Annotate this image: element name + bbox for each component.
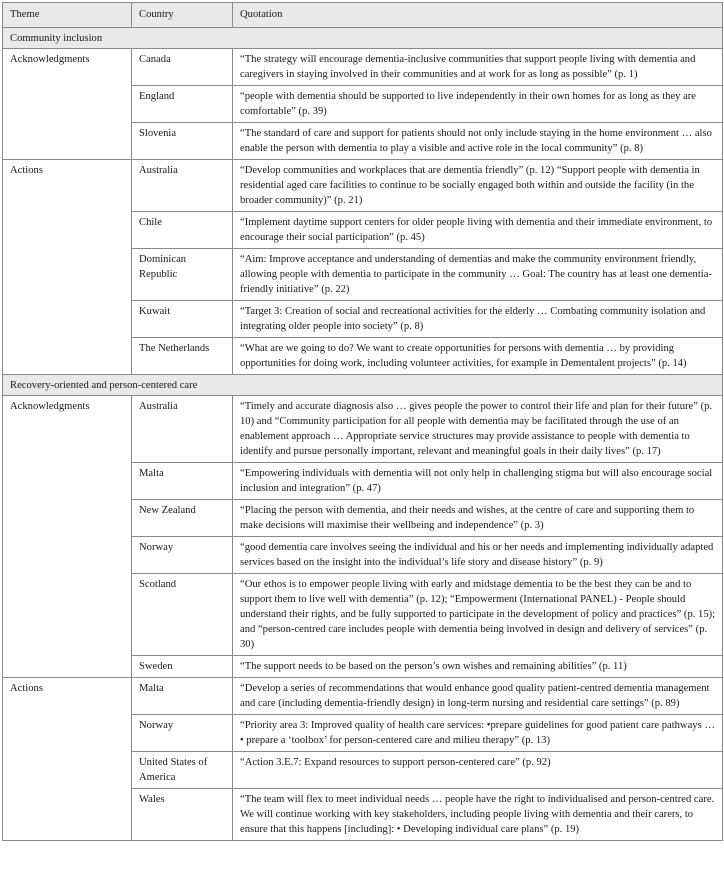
table-row	[3, 678, 723, 715]
quotation-cell: “Develop communities and workplaces that are dementia friendly” (p. 12) “Support people with dementia in residential aged care facilities to continue to be socially engaged both within and outside the facility (in the broader community)” (p. 21)	[233, 160, 723, 212]
quotation-cell: “Empowering individuals with dementia will not only help in challenging stigma but will also encourage social inclusion and integration” (p. 47)	[233, 463, 723, 500]
theme-cell-empty	[3, 212, 132, 249]
country-cell: Norway	[132, 715, 233, 752]
section-row	[3, 28, 723, 49]
theme-cell-empty	[3, 574, 132, 656]
table-row	[3, 500, 723, 537]
table-row	[3, 715, 723, 752]
quotation-cell: “Action 3.E.7: Expand resources to support person-centered care” (p. 92)	[233, 752, 723, 789]
theme-cell-empty	[3, 537, 132, 574]
country-cell: Wales	[132, 789, 233, 841]
theme-cell-empty	[3, 463, 132, 500]
header-quotation: Quotation	[233, 3, 723, 28]
country-cell: New Zealand	[132, 500, 233, 537]
quotation-table	[2, 2, 723, 841]
section-title: Recovery-oriented and person-centered care	[3, 375, 723, 396]
country-cell: Kuwait	[132, 301, 233, 338]
quotation-cell: “good dementia care involves seeing the individual and his or her needs and implementing individually adapted services based on the insight into the individual’s life story and disease history” (p. 9)	[233, 537, 723, 574]
theme-cell-empty	[3, 338, 132, 375]
country-cell: United States of America	[132, 752, 233, 789]
theme-cell: Acknowledgments	[3, 396, 132, 463]
theme-cell-empty	[3, 301, 132, 338]
table-row	[3, 537, 723, 574]
theme-cell-empty	[3, 715, 132, 752]
table-row	[3, 123, 723, 160]
theme-cell-empty	[3, 500, 132, 537]
country-cell: Chile	[132, 212, 233, 249]
quotation-cell: “Priority area 3: Improved quality of health care services: •prepare guidelines for good patient care pathways … • prepare a ‘toolbox’ for person-centered care and milieu therapy” (p. 13)	[233, 715, 723, 752]
table-body	[3, 28, 723, 841]
quotation-cell: “Placing the person with dementia, and their needs and wishes, at the centre of care and supporting them to make decisions will maximise their wellbeing and independence” (p. 3)	[233, 500, 723, 537]
header-theme: Theme	[3, 3, 132, 28]
table-row	[3, 301, 723, 338]
theme-cell-empty	[3, 249, 132, 301]
quotation-cell: “The support needs to be based on the person’s own wishes and remaining abilities” (p. 11)	[233, 656, 723, 678]
table-row	[3, 574, 723, 656]
table-row	[3, 752, 723, 789]
theme-cell-empty	[3, 123, 132, 160]
country-cell: Malta	[132, 678, 233, 715]
quotation-cell: “The standard of care and support for patients should not only include staying in the home environment … also enable the person with dementia to play a visible and active role in the local community” (p. 8)	[233, 123, 723, 160]
country-cell: Australia	[132, 396, 233, 463]
country-cell: Sweden	[132, 656, 233, 678]
theme-cell-empty	[3, 86, 132, 123]
theme-cell-empty	[3, 752, 132, 789]
table-row	[3, 656, 723, 678]
quotation-cell: “Implement daytime support centers for older people living with dementia and their immediate environment, to encourage their social participation” (p. 45)	[233, 212, 723, 249]
section-title: Community inclusion	[3, 28, 723, 49]
table-row	[3, 338, 723, 375]
quotation-cell: “Target 3: Creation of social and recreational activities for the elderly … Combating community isolation and integrating older people into society” (p. 8)	[233, 301, 723, 338]
theme-cell-empty	[3, 789, 132, 841]
country-cell: Australia	[132, 160, 233, 212]
table-row	[3, 86, 723, 123]
table-row	[3, 396, 723, 463]
quotation-cell: “The team will flex to meet individual needs … people have the right to individualised and person-centred care. We will continue working with key stakeholders, including people living with dementia and their carers, to ensure that this happens [including]: • Developing individual care plans” (p. 19)	[233, 789, 723, 841]
table-row	[3, 249, 723, 301]
quotation-cell: “people with dementia should be supported to live independently in their own homes for as long as they are comfortable” (p. 39)	[233, 86, 723, 123]
header-row	[3, 3, 723, 28]
table-row	[3, 463, 723, 500]
country-cell: The Netherlands	[132, 338, 233, 375]
country-cell: Slovenia	[132, 123, 233, 160]
theme-cell-empty	[3, 656, 132, 678]
quotation-cell: “Timely and accurate diagnosis also … gives people the power to control their life and plan for their future” (p. 10) and “Community participation for all people with dementia may be facilitated through the use of an enablement approach … Appropriate service structures may provide assistance to people with dementia to identify and pursue personally important, relevant and meaningful goals in their daily lives” (p. 17)	[233, 396, 723, 463]
quotation-cell: “What are we going to do? We want to create opportunities for persons with dementia … by providing opportunities for doing work, including volunteer activities, for example in Dementalent projects” (p. 14)	[233, 338, 723, 375]
table-row	[3, 160, 723, 212]
quotation-cell: “Aim: Improve acceptance and understanding of dementias and make the community environment friendly, allowing people with dementia to participate in the community … Goal: The country has at least one dementia-friendly initiative” (p. 22)	[233, 249, 723, 301]
theme-cell: Acknowledgments	[3, 49, 132, 86]
country-cell: Scotland	[132, 574, 233, 656]
theme-cell: Actions	[3, 160, 132, 212]
country-cell: Dominican Republic	[132, 249, 233, 301]
table-row	[3, 212, 723, 249]
country-cell: Canada	[132, 49, 233, 86]
theme-cell: Actions	[3, 678, 132, 715]
quotation-cell: “Develop a series of recommendations that would enhance good quality patient-centred dementia management and care (including dementia-friendly design) in long-term nursing and residential care settings” (p. 89)	[233, 678, 723, 715]
quotation-cell: “The strategy will encourage dementia-inclusive communities that support people living with dementia and caregivers in staying involved in their communities and at work for as long as possible” (p. 1)	[233, 49, 723, 86]
section-row	[3, 375, 723, 396]
country-cell: Norway	[132, 537, 233, 574]
header-country: Country	[132, 3, 233, 28]
table-row	[3, 49, 723, 86]
country-cell: Malta	[132, 463, 233, 500]
table-row	[3, 789, 723, 841]
quotation-cell: “Our ethos is to empower people living with early and midstage dementia to be the best they can be and to support them to live well with dementia” (p. 12); “Empowerment (International PANEL) - People should understand their rights, and be fully supported to participate in the development of policy and practices” (p. 15); and “person-centred care includes people with dementia being involved in design and delivery of services” (p. 30)	[233, 574, 723, 656]
country-cell: England	[132, 86, 233, 123]
